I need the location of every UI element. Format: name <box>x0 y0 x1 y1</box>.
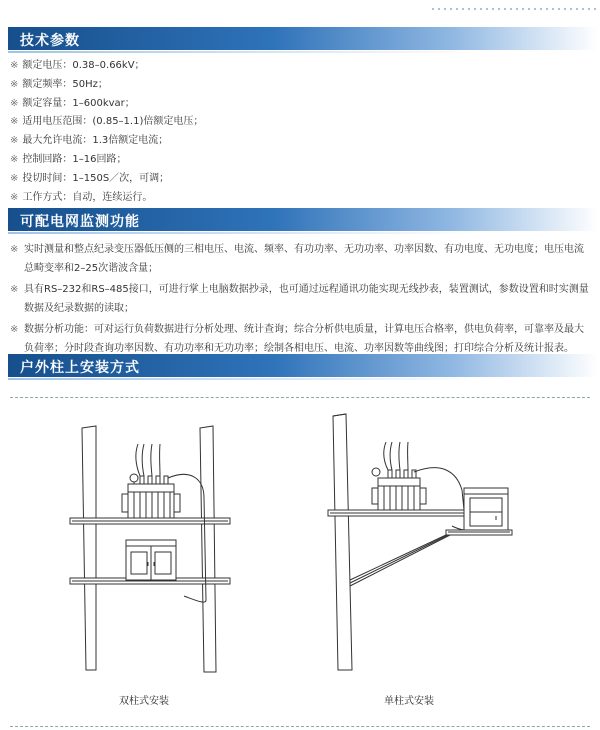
spec-item: ※ 控制回路：1–16回路； <box>10 153 127 165</box>
spec-item: ※ 工作方式：自动，连续运行。 <box>10 191 153 203</box>
bullet-icon: ※ <box>10 284 19 295</box>
bullet-icon: ※ <box>10 97 19 109</box>
bullet-icon: ※ <box>10 116 19 128</box>
spec-item: ※ 投切时间：1–150S／次，可调； <box>10 172 170 184</box>
monitoring-title: 可配电网监测功能 <box>20 214 140 230</box>
bullet-icon: ※ <box>10 153 19 165</box>
single-pole-diagram <box>328 414 512 670</box>
bullet-icon: ※ <box>10 60 19 71</box>
spec-item: ※ 额定频率：50Hz； <box>10 78 108 90</box>
function-item: ※ 具有RS–232和RS–485接口，可进行掌上电脑数据抄录，也可通过远程通讯功能实现无线抄表，装置测试，参数设置和时实测量数据及纪录数据的读取； <box>10 280 590 318</box>
tech-params-title: 技术参数 <box>20 33 80 49</box>
double-pole-diagram <box>70 426 230 672</box>
bullet-icon: ※ <box>10 78 19 90</box>
single-pole-caption: 单柱式安装 <box>384 696 434 707</box>
spec-item: ※ 额定容量：1–600kvar； <box>10 97 135 109</box>
bullet-icon: ※ <box>10 244 19 255</box>
bullet-icon: ※ <box>10 324 19 335</box>
bullet-icon: ※ <box>10 191 19 203</box>
bullet-icon: ※ <box>10 135 19 147</box>
spec-item: ※ 额定电压：0.38–0.66kV； <box>10 60 145 71</box>
bullet-icon: ※ <box>10 172 19 184</box>
function-item: ※ 数据分析功能：可对运行负荷数据进行分析处理、统计查询；综合分析供电质量，计算电压合格率，供电负荷率，可靠率及最大负荷率；分时段查询功率因数、有功功率和无功功率；绘制各相电压、电流、功率因数等曲线图；打印综合分析及统计报表。 <box>10 320 590 358</box>
installation-title: 户外柱上安装方式 <box>20 360 140 376</box>
function-item: ※ 实时测量和整点纪录变压器低压侧的三相电压、电流、频率、有功功率、无功功率、功率因数、有功电度、无功电度；电压电流总畸变率和2–25次谐波含量； <box>10 240 590 278</box>
spec-item: ※ 适用电压范围：(0.85–1.1)倍额定电压； <box>10 116 204 128</box>
double-pole-caption: 双柱式安装 <box>119 696 169 707</box>
spec-item: ※ 最大允许电流：1.3倍额定电流； <box>10 135 169 147</box>
